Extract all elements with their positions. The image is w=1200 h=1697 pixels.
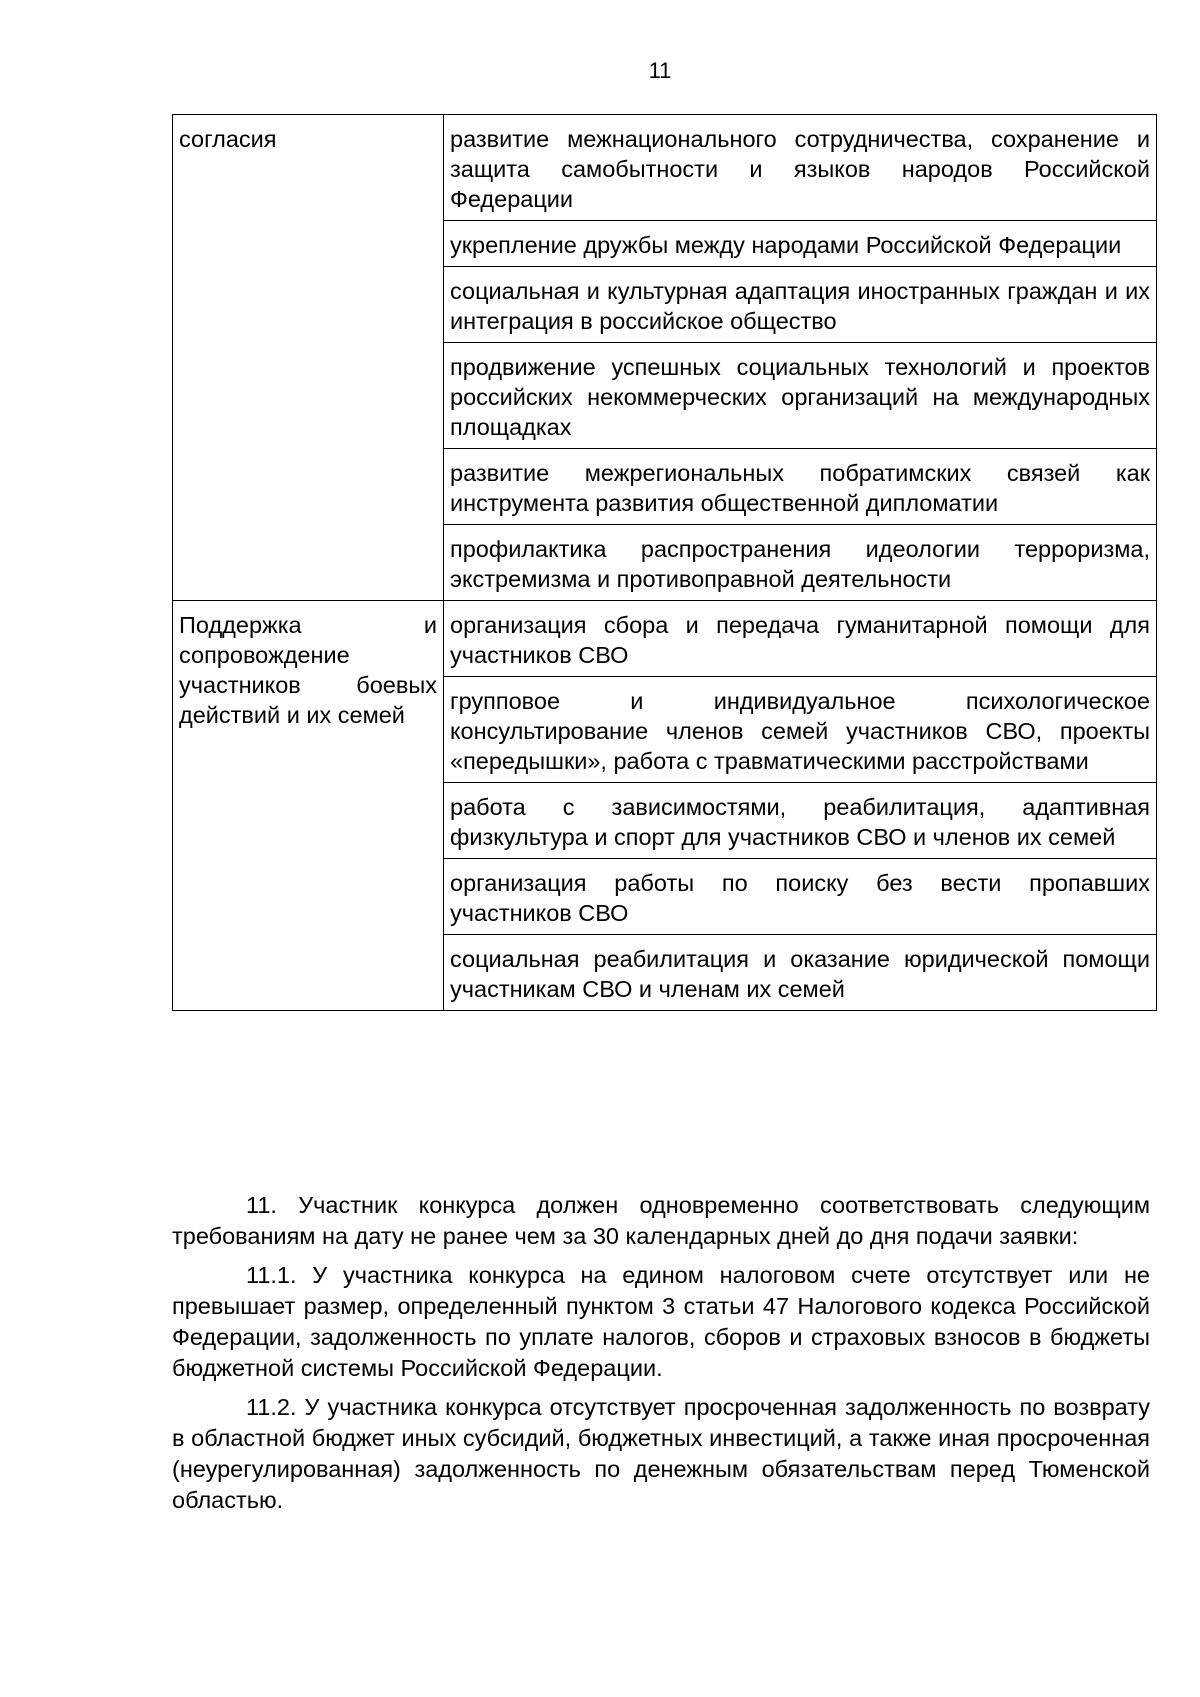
- paragraph-11: 11. Участник конкурса должен одновременно соответствовать следующим требованиям на дату не ранее чем за 30 календарных дней до дня подачи заявки:: [172, 1192, 1150, 1249]
- requirements-section: [172, 1190, 1150, 1524]
- table-row: [173, 115, 1157, 221]
- direction-cell: укрепление дружбы между народами Российской Федерации: [444, 221, 1157, 267]
- direction-cell: продвижение успешных социальных технологий и проектов российских некоммерческих организаций на международных площадках: [444, 343, 1157, 449]
- direction-cell: работа с зависимостями, реабилитация, адаптивная физкультура и спорт для участников СВО и членов их семей: [444, 783, 1157, 859]
- direction-cell: организация работы по поиску без вести пропавших участников СВО: [444, 859, 1157, 935]
- page-number: 11: [648, 58, 672, 83]
- category-cell: Поддержка и сопровождение участников боевых действий и их семей: [173, 601, 444, 1011]
- direction-cell: социальная и культурная адаптация иностранных граждан и их интеграция в российское общество: [444, 267, 1157, 343]
- directions-table-container: [172, 114, 1150, 1011]
- paragraph-11-1: 11.1. У участника конкурса на едином налоговом счете отсутствует или не превышает размер, определенный пунктом 3 статьи 47 Налогового кодекса Российской Федерации, задолженность по уплате налогов, сборов и страховых взносов в бюджеты бюджетной системы Российской Федерации.: [172, 1262, 1150, 1381]
- direction-cell: профилактика распространения идеологии терроризма, экстремизма и противоправной деятельности: [444, 525, 1157, 601]
- direction-cell: развитие межнационального сотрудничества, сохранение и защита самобытности и языков народов Российской Федерации: [444, 115, 1157, 221]
- direction-cell: групповое и индивидуальное психологическое консультирование членов семей участников СВО, проекты «передышки», работа с травматическими расстройствами: [444, 677, 1157, 783]
- category-cell: согласия: [173, 115, 444, 601]
- table-row: [173, 601, 1157, 677]
- paragraph-11-2: 11.2. У участника конкурса отсутствует просроченная задолженность по возврату в областной бюджет иных субсидий, бюджетных инвестиций, а также иная просроченная (неурегулированная) задолженность по денежным обязательствам перед Тюменской областью.: [172, 1394, 1150, 1513]
- direction-cell: организация сбора и передача гуманитарной помощи для участников СВО: [444, 601, 1157, 677]
- direction-cell: развитие межрегиональных побратимских связей как инструмента развития общественной дипломатии: [444, 449, 1157, 525]
- directions-table: [172, 114, 1157, 1011]
- direction-cell: социальная реабилитация и оказание юридической помощи участникам СВО и членам их семей: [444, 935, 1157, 1011]
